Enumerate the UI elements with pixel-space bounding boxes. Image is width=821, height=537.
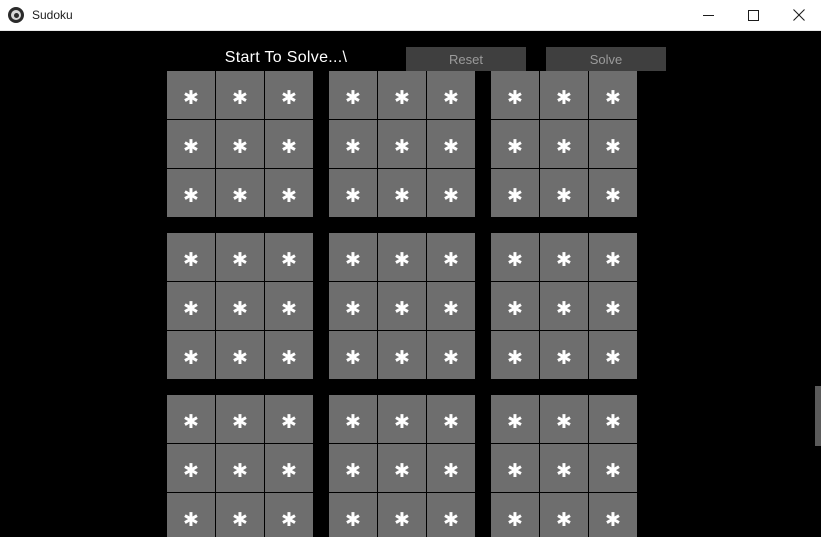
close-icon [793, 9, 805, 21]
sudoku-cell-value: ✱ [443, 87, 459, 109]
sudoku-cell[interactable] [216, 395, 264, 443]
sudoku-cell-value: ✱ [556, 249, 572, 271]
title-bar-left [0, 7, 686, 23]
sudoku-cell[interactable] [589, 71, 637, 119]
sudoku-cell[interactable] [329, 493, 377, 537]
toolbar [406, 47, 666, 71]
sudoku-cell-value: ✱ [507, 136, 523, 158]
sudoku-cell-value: ✱ [507, 460, 523, 482]
sudoku-cell[interactable] [216, 169, 264, 217]
sudoku-block [491, 233, 637, 379]
sudoku-cell-value: ✱ [507, 249, 523, 271]
sudoku-block [329, 233, 475, 379]
sudoku-cell[interactable] [540, 493, 588, 537]
sudoku-cell[interactable] [540, 120, 588, 168]
sudoku-block [491, 395, 637, 537]
sudoku-cell[interactable] [378, 444, 426, 492]
sudoku-cell[interactable] [167, 169, 215, 217]
sudoku-cell[interactable] [329, 331, 377, 379]
minimize-button[interactable] [686, 0, 731, 30]
sudoku-cell-value: ✱ [232, 136, 248, 158]
sudoku-cell[interactable] [540, 282, 588, 330]
sudoku-cell[interactable] [378, 395, 426, 443]
sudoku-cell-value: ✱ [507, 347, 523, 369]
sudoku-cell-value: ✱ [232, 87, 248, 109]
sudoku-cell-value: ✱ [345, 460, 361, 482]
sudoku-cell-value: ✱ [232, 509, 248, 531]
sudoku-cell[interactable] [491, 331, 539, 379]
sudoku-cell[interactable] [216, 444, 264, 492]
sudoku-cell[interactable] [427, 444, 475, 492]
sudoku-cell-value: ✱ [605, 298, 621, 320]
title-bar [0, 0, 821, 31]
status-text: Start To Solve...\ [224, 49, 348, 66]
sudoku-cell-value: ✱ [281, 298, 297, 320]
sudoku-cell-value: ✱ [394, 136, 410, 158]
sudoku-cell-value: ✱ [183, 185, 199, 207]
sudoku-cell-value: ✱ [183, 136, 199, 158]
sudoku-cell-value: ✱ [443, 136, 459, 158]
sudoku-cell-value: ✱ [281, 347, 297, 369]
sudoku-cell[interactable] [378, 282, 426, 330]
sudoku-cell-value: ✱ [394, 347, 410, 369]
sudoku-cell-value: ✱ [556, 87, 572, 109]
sudoku-cell[interactable] [216, 120, 264, 168]
sudoku-cell-value: ✱ [281, 136, 297, 158]
sudoku-cell-value: ✱ [507, 185, 523, 207]
maximize-button[interactable] [731, 0, 776, 30]
sudoku-cell-value: ✱ [556, 136, 572, 158]
sudoku-block [167, 233, 313, 379]
sudoku-cell[interactable] [491, 169, 539, 217]
sudoku-cell-value: ✱ [281, 87, 297, 109]
sudoku-block [167, 395, 313, 537]
sudoku-cell[interactable] [167, 282, 215, 330]
sudoku-cell[interactable] [589, 331, 637, 379]
sudoku-cell[interactable] [329, 395, 377, 443]
sudoku-cell-value: ✱ [281, 249, 297, 271]
sudoku-cell[interactable] [265, 331, 313, 379]
sudoku-cell[interactable] [427, 493, 475, 537]
sudoku-cell[interactable] [589, 493, 637, 537]
sudoku-cell-value: ✱ [394, 298, 410, 320]
sudoku-cell-value: ✱ [183, 347, 199, 369]
sudoku-cell-value: ✱ [556, 298, 572, 320]
sudoku-cell[interactable] [216, 331, 264, 379]
sudoku-cell-value: ✱ [556, 411, 572, 433]
client-area [0, 31, 821, 537]
scrollbar-thumb[interactable] [815, 386, 821, 446]
sudoku-cell-value: ✱ [345, 185, 361, 207]
sudoku-cell-value: ✱ [232, 298, 248, 320]
sudoku-block [167, 71, 313, 217]
sudoku-cell-value: ✱ [281, 509, 297, 531]
sudoku-cell[interactable] [265, 169, 313, 217]
sudoku-cell-value: ✱ [345, 411, 361, 433]
sudoku-cell-value: ✱ [605, 509, 621, 531]
sudoku-cell-value: ✱ [443, 185, 459, 207]
sudoku-cell-value: ✱ [281, 185, 297, 207]
sudoku-cell[interactable] [540, 233, 588, 281]
sudoku-cell-value: ✱ [232, 347, 248, 369]
sudoku-cell-value: ✱ [183, 460, 199, 482]
sudoku-cell[interactable] [378, 233, 426, 281]
sudoku-cell[interactable] [589, 233, 637, 281]
sudoku-cell-value: ✱ [394, 411, 410, 433]
sudoku-cell-value: ✱ [232, 249, 248, 271]
sudoku-cell-value: ✱ [556, 460, 572, 482]
sudoku-cell-value: ✱ [183, 87, 199, 109]
sudoku-cell-value: ✱ [345, 87, 361, 109]
sudoku-cell[interactable] [216, 493, 264, 537]
sudoku-cell-value: ✱ [443, 347, 459, 369]
sudoku-cell-value: ✱ [281, 460, 297, 482]
sudoku-block [329, 395, 475, 537]
sudoku-cell[interactable] [265, 233, 313, 281]
app-icon [8, 7, 24, 23]
sudoku-block [329, 71, 475, 217]
sudoku-cell[interactable] [589, 120, 637, 168]
sudoku-cell-value: ✱ [443, 460, 459, 482]
sudoku-cell-value: ✱ [443, 509, 459, 531]
sudoku-cell-value: ✱ [345, 298, 361, 320]
sudoku-cell[interactable] [378, 71, 426, 119]
sudoku-cell-value: ✱ [394, 87, 410, 109]
sudoku-cell[interactable] [491, 120, 539, 168]
sudoku-cell[interactable] [378, 493, 426, 537]
sudoku-cell[interactable] [167, 233, 215, 281]
sudoku-cell-value: ✱ [605, 460, 621, 482]
sudoku-cell[interactable] [491, 395, 539, 443]
sudoku-cell[interactable] [216, 282, 264, 330]
sudoku-cell-value: ✱ [443, 298, 459, 320]
sudoku-cell[interactable] [329, 120, 377, 168]
sudoku-cell[interactable] [427, 169, 475, 217]
sudoku-cell-value: ✱ [345, 347, 361, 369]
sudoku-cell[interactable] [491, 444, 539, 492]
sudoku-cell[interactable] [491, 71, 539, 119]
sudoku-cell-value: ✱ [183, 411, 199, 433]
sudoku-cell-value: ✱ [345, 136, 361, 158]
sudoku-cell[interactable] [540, 444, 588, 492]
sudoku-cell[interactable] [589, 444, 637, 492]
sudoku-cell-value: ✱ [183, 509, 199, 531]
sudoku-cell[interactable] [589, 169, 637, 217]
sudoku-cell[interactable] [491, 493, 539, 537]
sudoku-cell[interactable] [540, 395, 588, 443]
sudoku-cell[interactable] [167, 71, 215, 119]
minimize-icon [703, 10, 714, 21]
sudoku-cell-value: ✱ [605, 249, 621, 271]
sudoku-cell-value: ✱ [556, 185, 572, 207]
sudoku-cell[interactable] [329, 233, 377, 281]
sudoku-cell-value: ✱ [443, 249, 459, 271]
sudoku-cell-value: ✱ [507, 87, 523, 109]
sudoku-cell-value: ✱ [232, 411, 248, 433]
sudoku-cell[interactable] [427, 120, 475, 168]
sudoku-cell-value: ✱ [394, 460, 410, 482]
sudoku-cell-value: ✱ [345, 249, 361, 271]
solve-button[interactable]: Solve [546, 47, 666, 71]
sudoku-cell-value: ✱ [232, 460, 248, 482]
sudoku-cell[interactable] [378, 169, 426, 217]
sudoku-cell[interactable] [265, 493, 313, 537]
window-title: Sudoku [32, 8, 73, 22]
sudoku-cell[interactable] [427, 395, 475, 443]
sudoku-cell[interactable] [329, 169, 377, 217]
sudoku-cell-value: ✱ [394, 249, 410, 271]
window-controls [686, 0, 821, 30]
sudoku-cell[interactable] [540, 331, 588, 379]
sudoku-cell[interactable] [378, 120, 426, 168]
sudoku-cell[interactable] [540, 169, 588, 217]
sudoku-cell-value: ✱ [605, 347, 621, 369]
sudoku-block [491, 71, 637, 217]
reset-button[interactable]: Reset [406, 47, 526, 71]
sudoku-cell[interactable] [427, 71, 475, 119]
sudoku-cell[interactable] [167, 493, 215, 537]
close-button[interactable] [776, 0, 821, 30]
sudoku-cell[interactable] [265, 120, 313, 168]
sudoku-cell[interactable] [216, 71, 264, 119]
sudoku-cell[interactable] [427, 331, 475, 379]
maximize-icon [748, 10, 759, 21]
sudoku-cell-value: ✱ [183, 249, 199, 271]
sudoku-cell-value: ✱ [605, 411, 621, 433]
sudoku-cell-value: ✱ [556, 509, 572, 531]
sudoku-cell-value: ✱ [281, 411, 297, 433]
sudoku-cell[interactable] [265, 282, 313, 330]
sudoku-cell[interactable] [167, 331, 215, 379]
sudoku-cell[interactable] [427, 233, 475, 281]
sudoku-cell[interactable] [329, 444, 377, 492]
sudoku-cell-value: ✱ [183, 298, 199, 320]
vertical-scrollbar[interactable] [815, 31, 821, 537]
sudoku-cell-value: ✱ [345, 509, 361, 531]
sudoku-cell[interactable] [167, 444, 215, 492]
sudoku-cell[interactable] [167, 120, 215, 168]
sudoku-cell-value: ✱ [232, 185, 248, 207]
sudoku-cell[interactable] [329, 71, 377, 119]
sudoku-cell-value: ✱ [507, 509, 523, 531]
sudoku-cell-value: ✱ [605, 87, 621, 109]
sudoku-cell[interactable] [427, 282, 475, 330]
sudoku-cell[interactable] [491, 282, 539, 330]
sudoku-cell[interactable] [491, 233, 539, 281]
sudoku-cell-value: ✱ [605, 136, 621, 158]
sudoku-cell-value: ✱ [394, 185, 410, 207]
sudoku-cell-value: ✱ [443, 411, 459, 433]
sudoku-cell-value: ✱ [507, 298, 523, 320]
sudoku-cell[interactable] [378, 331, 426, 379]
sudoku-cell[interactable] [589, 395, 637, 443]
sudoku-cell-value: ✱ [556, 347, 572, 369]
sudoku-cell[interactable] [216, 233, 264, 281]
sudoku-cell[interactable] [265, 395, 313, 443]
sudoku-cell[interactable] [265, 71, 313, 119]
sudoku-cell[interactable] [329, 282, 377, 330]
sudoku-cell[interactable] [167, 395, 215, 443]
sudoku-cell-value: ✱ [507, 411, 523, 433]
sudoku-board [167, 71, 637, 537]
sudoku-cell-value: ✱ [394, 509, 410, 531]
sudoku-cell[interactable] [589, 282, 637, 330]
sudoku-cell[interactable] [265, 444, 313, 492]
sudoku-cell-value: ✱ [605, 185, 621, 207]
sudoku-cell[interactable] [540, 71, 588, 119]
